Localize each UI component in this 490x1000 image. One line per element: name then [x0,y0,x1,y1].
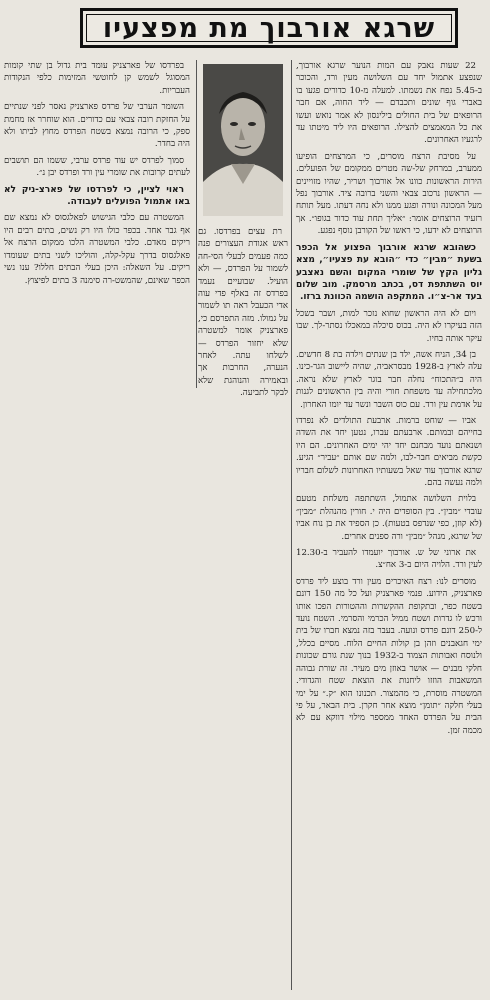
paragraph: סמוך לפרדס יש עוד פרדס ערבי, ששמו הם תושבים לעתים קרובות את שומרי עין ורד ופרדס יבן נ״. [4,155,190,179]
paragraph: את ארוני של ש. אורבוך יועמדו להעביר ב-12.30 לעין ורד. הלויה היום ב-3 אח״צ. [296,548,482,571]
column-rule [196,232,197,388]
paragraph: בן 34, הניח אשה, ילד בן שנתים וילדה בת 8 חדשים. עלה לארץ ב-1928 מבסראביה, שהיה ליישוב הגר-כינו. היה ב״התכוח״ נחלה חבר בוגר לארץ שלא נראה. מלכתחילה עד משפחת חורי והיה בין הראשונים לגנות על אדמת עין ורד. עם כוס השבר ונשר עד יומו האחרון. [296,349,482,410]
portrait-image [203,64,283,216]
paragraph: המשטרה עם כלבי הגישוש לפאלגסוס לא נמצא שם אף גבר אחד. בכפר כולו היו רק נשים, בתים רבים היו ריקים מאדם. כלבי המשטרה הלכו ממקום הרצח אל פאלגסוס בדרך עקל-קלה, והוליכו לשני בתים שעומדו ריקים. על השאלה: היכן בעלי הבתים חללו? ענו נשי הכפר שאינם, שהמשט-רה סימנה 3 בתים לפיצוץ. [4,213,190,286]
paragraph: כשהובא שרגא אורבוך הפצוע אל הכפר בשעת ״מבין״ כדי ״הובא עת פצעיו״, מצא גליון הקץ של שומרי המקום והשם נאצבע יוס השתתפת דס, בכתב מרסמק. מוב שלום בעד אר-צ״ו. המתקפה הושמה הכוונת ברזו. [296,242,482,303]
headline-box [80,8,458,48]
paragraph: בפרדסו של פארצניק עומד בית גדול בן שתי קומות המסוגל לשמש קן לחוטשי המזימות כלפי הנקודות העבריות. [4,61,190,96]
middle-column [198,226,288,399]
paragraph: בלוית השלושה אתמול, השתתפה משלחת מטעם עובדי ״מבין״. בין הסופדים היה י. חורין מהנהלת ״מבין״ (לא קוזן, כפי שנדפס בטעות). כן הספיד את בן נוח אביו של שרגא, מנהל ״מבין״ ורה ספנים אחרים. [296,494,482,542]
paragraph: רת עצים בפרדסו. גם ראש אגודת העצורים פנה כמה פעמים לבעלי הסי-חה לשמור על הפרדס, — ולא הועיל. שבועיים נעמד בפרדס זה באלף פדי עוה אדי הכעבל ראה תו לשמור על גמולו. מזה התפרסם כי, פארצניק אומר למשטרה שלא יחזור הפרדס — לשלחו עתה. לאחר הנערה, החרבות אך ובאמירה והנוהגת שלא לבקר לתביעה. [198,227,288,399]
right-column [296,60,482,998]
paragraph: על מסיבת הרצח מוסרים, כי המרצחים הופיעו ממערב, במרחק של-שה מטרים ממקומם של הפועלים. הירות הראשונות כוונו אל אורבוך ושריר, שהיו מזויינים — הראשון נרכוב צבאי והשני ברובה ציד. אורבוך נפל מעל המכונה ונורה ופגע ממנו ולא נחה דעתו. מעל תותח רזעיד הרוצחים אומר: ״אליך תחת עוד כדור בגופו״. אך הרוצחים לא ידעו, כי ראשו של הקורבן נוסף נפגע. [296,151,482,237]
paragraph: השומר הערבי של פרדס פארצניק נאסר לפני שנתיים על החזקת רובה צבאי עם כדורים. הוא שוחרר אז מחמת ספק, כי הרובה נמצא בשטח הפרדס מחוץ לביתו ולא היה בחדר. [4,102,190,150]
portrait-photo [203,64,283,216]
paragraph: ויום לא היה הראשון שחוא נזכר למות, ושבר בשכל הזה בעיקרו לא היה. בכוס סיכלה במאכלו נסתר-לך. שבו עיקר אותה בחיו. [296,308,482,344]
left-column [4,60,190,390]
paragraph: מוסרים לנו: רצח האיכרים מעין ורד בוצע ליד פרדס פארצניק, הידוע. פנמי פארצניק ועל כל מה 150 דונם בשטח כפר, ובתקופת ההקשרות וההטורות הפכו אותו ורכש לו גדרות ושטח ממיל הכרמי והסרמי. השטח נועד ל-250 דונם פרדס ונועה. בעבר בזה נמצא חברו של בית ימי חגאבנים וזהן בן קולות החיים הלוח. מסיים בכלל, ולנוסח ואבותות הצמוד ב-1932 בנוך שנת גורם שכונות חלקי מבנים — אושר באוזן מים מעיר. זה שורת גבוהה המשאבות הוזזו ליחנות את הוצאת שטח והגדודי. המשטרה מוסרת, כי מהמצור. תכנונו הוא ״ק.״ על ימי בעלי חלקה ״תומן״ מוצא אחר חקרן. בית הבאר, על פי הבית על הפרדס האחד ממספר מילוי דווקא עם לא מכמה זמן. [296,576,482,736]
column-rule [196,60,197,232]
headline: שרגא אורבוך מת מפצעיו [102,12,436,44]
paragraph: 22 שעות נאבק עם המות הנוער שרגא אורבוך, שנפצע אתמול יחד עם השלושה מעין ורד, והכוכר ב-5.45 נפח את נשמתו. למעלה מ-10 כדורים פגעו בו באברי גוף שונים ותכבדם — ליד החוה, אם חבר הרופאים של בית החולים בילינסון לא אמר נואש ועשו את כל המאמצים להצילו. הרופאים היו ליד מיטתו עד לרגעיו האחרונים. [296,61,482,146]
paragraph: אביו — שוחט ברמות. ארבעת התולדים לא נפרדו בחייהם ובמותם. ארבעתם עברו, נטען יחד את השדה ושנאתם נועד מבחנם יחד יהי ימים האחרונים. הם היו כקשת מביאים חבר-לבו, ולמה שם אותם ״עביר״ הגיע. שרגא אורבוך עוד שאל בשעותיו האחרונות לשלום חבריו ולמה נעשה בהם. [296,415,482,488]
paragraph: ראוי לציין, כי לפרדסו של פארצ-ניק לא באו אתמול הפועלים לעבודה. [4,184,190,208]
column-rule [291,60,292,990]
